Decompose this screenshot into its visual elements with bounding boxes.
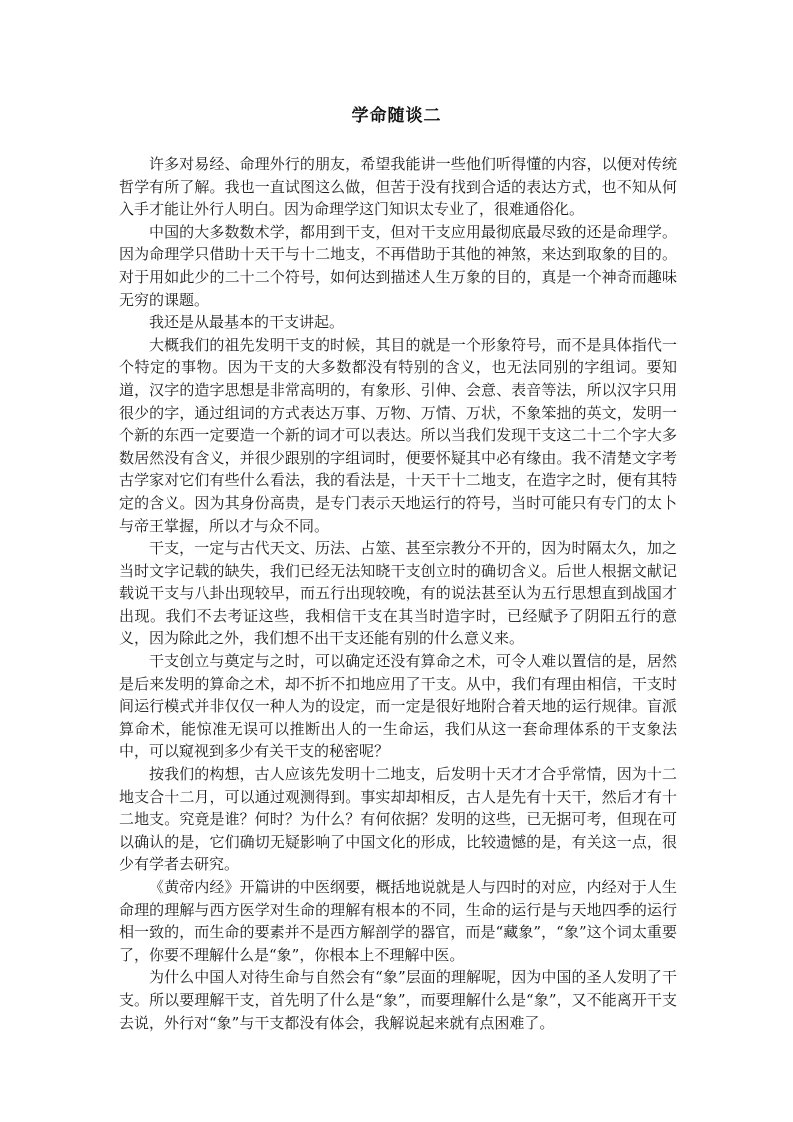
paragraph: 中国的大多数数术学，都用到干支，但对干支应用最彻底最尽致的还是命理学。因为命理学只借助十天干与十二地支，不再借助于其他的神煞，来达到取象的目的。对于用如此少的二十二个符号，如何达到描述人生万象的目的，真是一个神奇而趣味无穷的课题。: [119, 222, 677, 309]
paragraph: 我还是从最基本的干支讲起。: [149, 313, 345, 332]
paragraph: 大概我们的祖先发明干支的时候，其目的就是一个形象符号，而不是具体指代一个特定的事物。因为干支的大多数都没有特别的含义，也无法同别的字组词。要知道，汉字的造字思想是非常高明的，有象形、引伸、会意、表音等法，所以汉字只用很少的字，通过组词的方式表达万事、万物、万情、万状，不象笨拙的英文，发明一个新的东西一定要造一个新的词才可以表达。所以当我们发现干支这二十二个字大多数居然没有含义，并很少跟别的字组词时，便要怀疑其中必有缘由。我不清楚文字考古学家对它们有些什么看法，我的看法是，十天干十二地支，在造字之时，便有其特定的含义。因为其身份高贵，是专门表示天地运行的符号，当时可能只有专门的太卜与帝王掌握，所以才与众不同。: [119, 335, 677, 535]
paragraph: 《黄帝内经》开篇讲的中医纲要，概括地说就是人与四时的对应，内经对于人生命理的理解与西方医学对生命的理解有根本的不同，生命的运行是与天地四季的运行相一致的，而生命的要素并不是西方解剖学的器官，而是“藏象”，“象”这个词太重要了，你要不理解什么是“象”，你根本上不理解中医。: [119, 878, 677, 964]
paragraph: 许多对易经、命理外行的朋友，希望我能讲一些他们听得懂的内容，以便对传统哲学有所了解。我也一直试图这么做，但苦于没有找到合适的表达方式，也不知从何入手才能让外行人明白。因为命理学这门知识太专业了，很难通俗化。: [119, 155, 677, 219]
article-body: [119, 153, 677, 1034]
paragraph: 按我们的构想，古人应该先发明十二地支，后发明十天才才合乎常情，因为十二地支合十二月，可以通过观测得到。事实却却相反，古人是先有十天干，然后才有十二地支。究竟是谁？何时？为什么？有何依据？发明的这些，已无据可考，但现在可以确认的是，它们确切无疑影响了中国文化的形成，比较遗憾的是，有关这一点，很少有学者去研究。: [119, 765, 677, 874]
paragraph: 干支创立与奠定与之时，可以确定还没有算命之术，可令人难以置信的是，居然是后来发明的算命之术，却不折不扣地应用了干支。从中，我们有理由相信，干支时间运行模式并非仅仅一种人为的设定，而一定是很好地附合着天地的运行规律。盲派算命术，能惊准无误可以推断出人的一生命运，我们从这一套命理体系的干支象法中，可以窥视到多少有关干支的秘密呢？: [119, 652, 677, 761]
paragraph: 为什么中国人对待生命与自然会有“象”层面的理解呢，因为中国的圣人发明了干支。所以要理解干支，首先明了什么是“象”，而要理解什么是“象”，又不能离开干支去说，外行对“象”与干支都没有体会，我解说起来就有点困难了。: [119, 968, 677, 1032]
paragraph: 干支，一定与古代天文、历法、占筮、甚至宗教分不开的，因为时隔太久，加之当时文字记载的缺失，我们已经无法知晓干支创立时的确切含义。后世人根据文献记载说干支与八卦出现较早，而五行出现较晚，有的说法甚至认为五行思想直到战国才出现。我们不去考证这些，我相信干支在其当时造字时，已经赋予了阴阳五行的意义，因为除此之外，我们想不出干支还能有别的什么意义来。: [119, 539, 677, 648]
page-title: 学命随谈二: [351, 106, 442, 126]
